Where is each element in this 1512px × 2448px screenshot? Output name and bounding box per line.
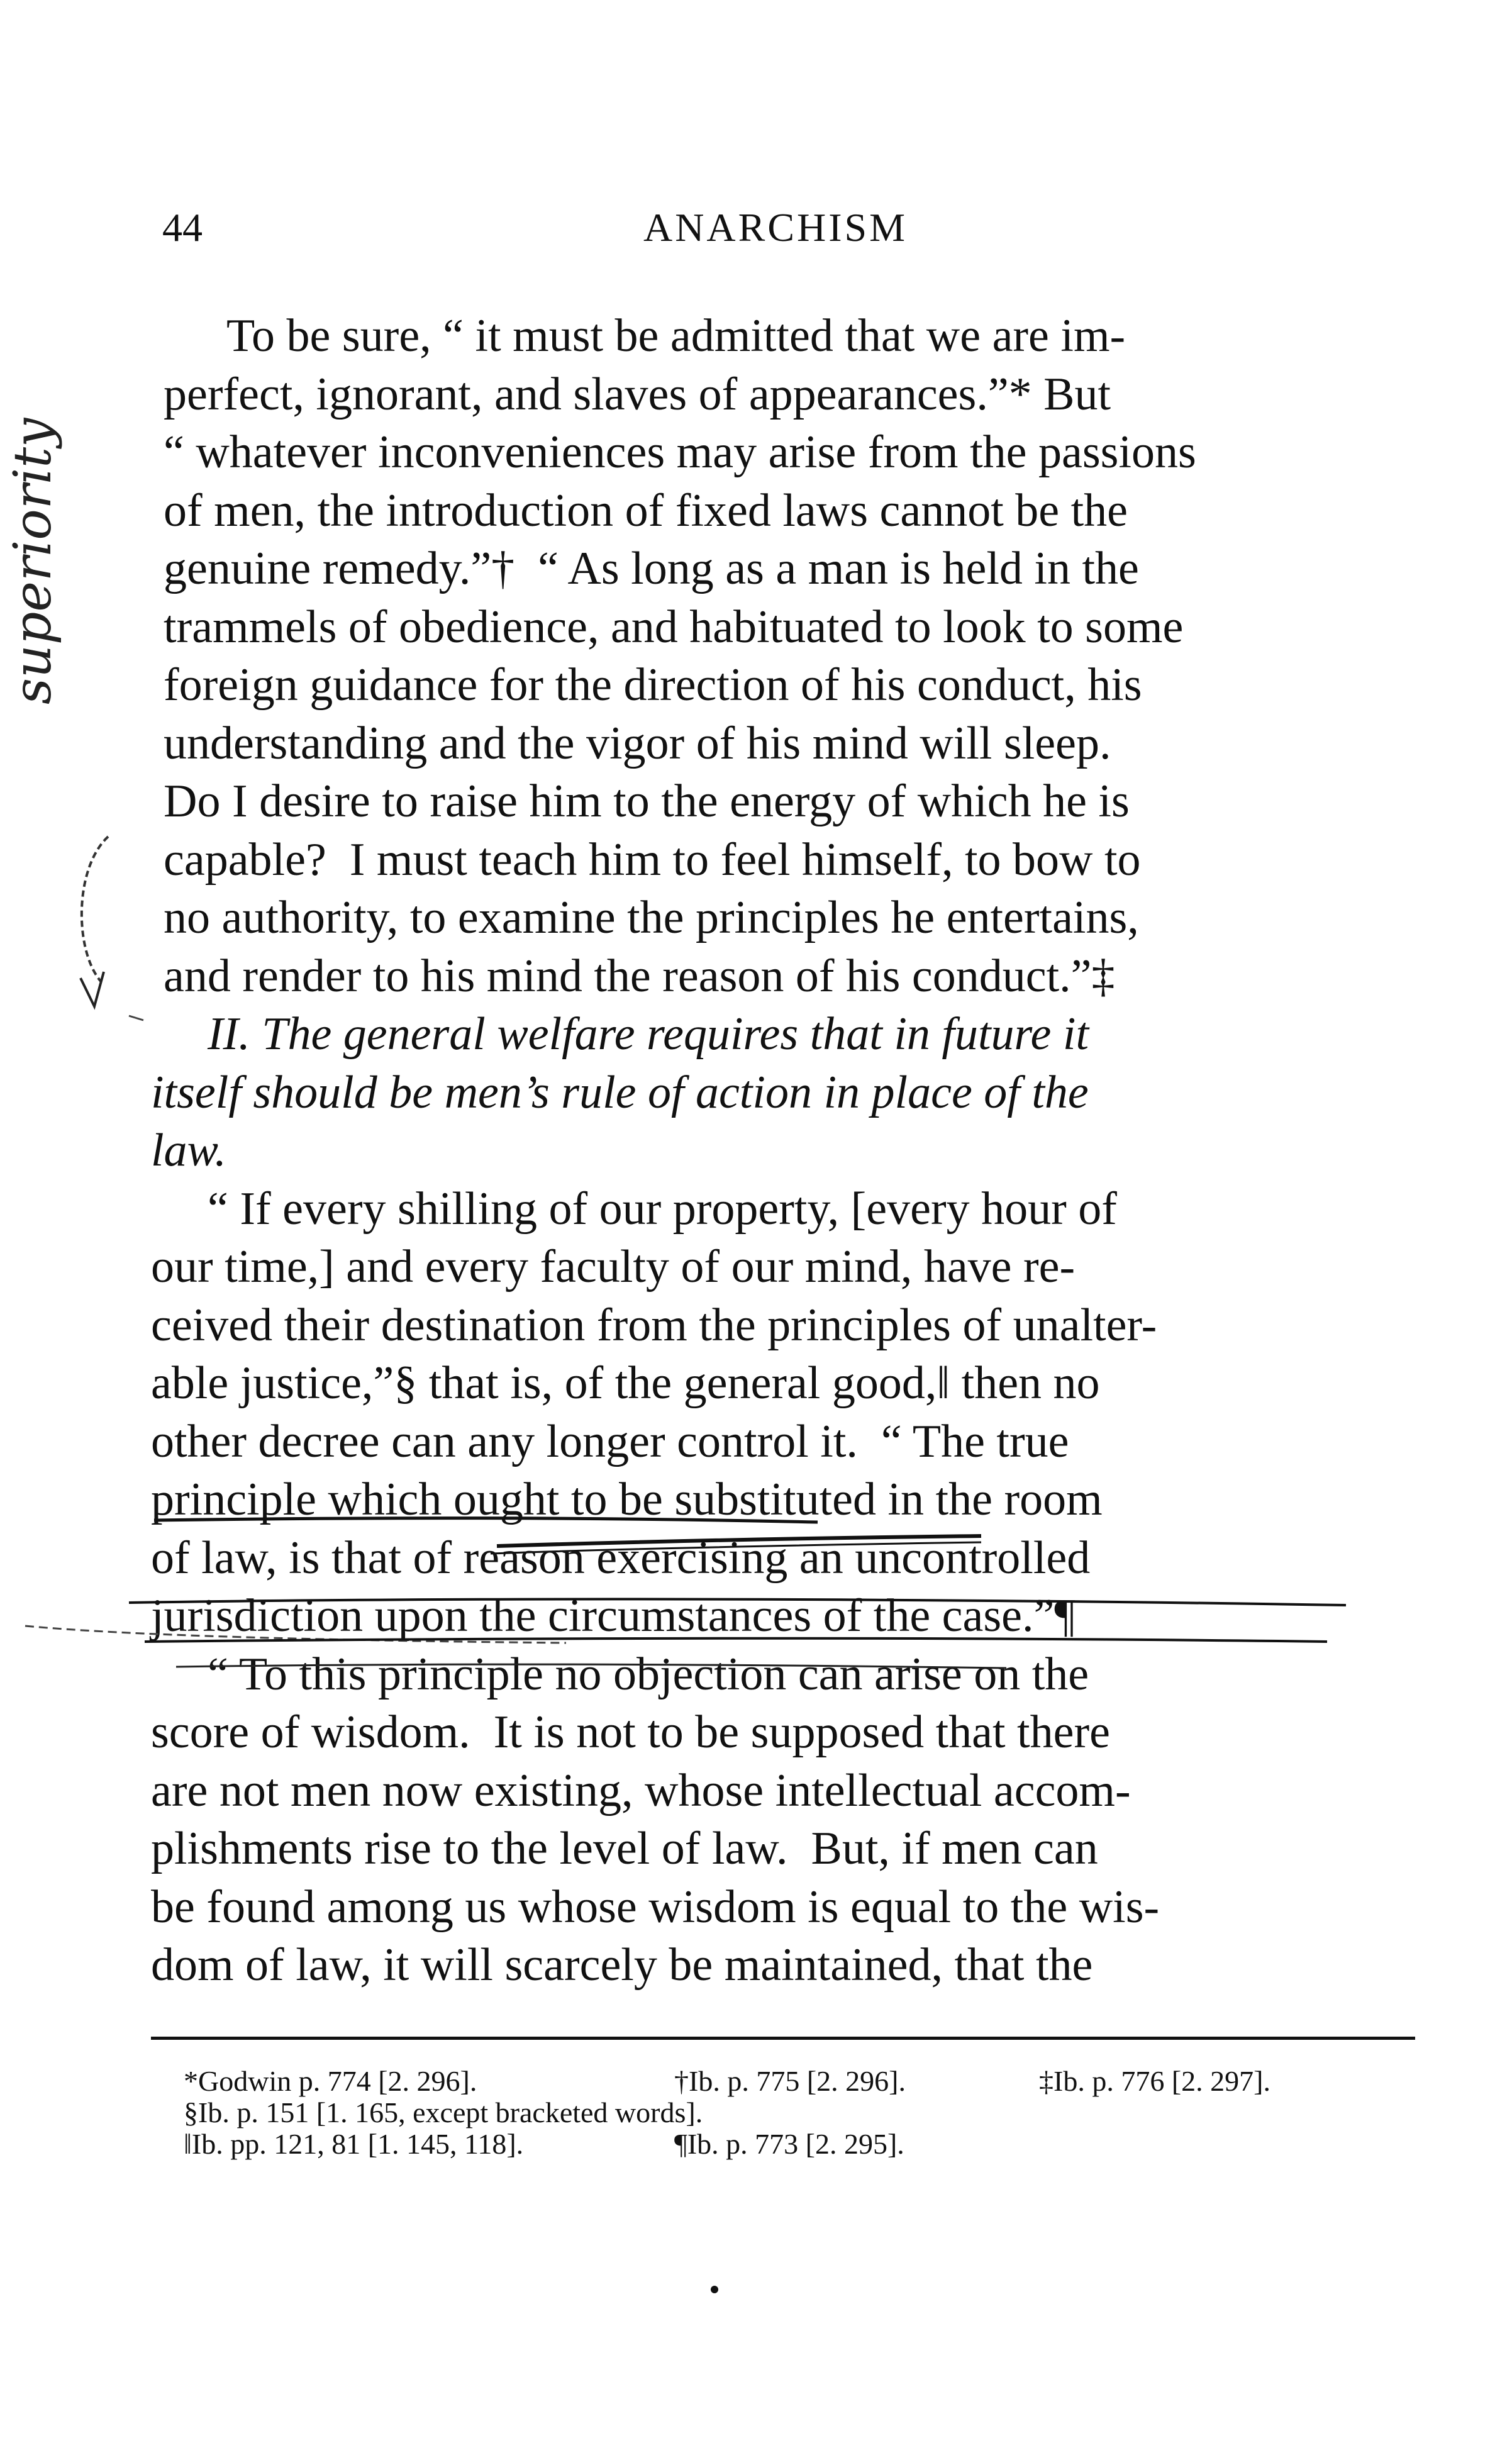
text-line: understanding and the vigor of his mind will sleep. (164, 717, 1111, 769)
text-line: our time,] and every faculty of our mind, have re- (151, 1241, 1076, 1293)
text-line: and render to his mind the reason of his conduct.”‡ (164, 950, 1115, 1002)
text-line: genuine remedy.”† “ As long as a man is held in the (164, 543, 1139, 594)
text-line: are not men now existing, whose intellectual accom- (151, 1764, 1131, 1817)
struck-through-line: of law, is that of reason exercising an uncontrolled (151, 1532, 1091, 1584)
section-heading-line: II. The general welfare requires that in future it (208, 1008, 1089, 1060)
text-line: “ To this principle no objection can arise on the (208, 1648, 1089, 1700)
section-heading-line: law. (151, 1125, 226, 1176)
footnotes (184, 2066, 1416, 2160)
text-line: capable? I must teach him to feel himself, to bow to (164, 833, 1141, 886)
footnote-4: §Ib. p. 151 [1. 165, except bracketed words]. (184, 2096, 703, 2128)
text-line: able justice,”§ that is, of the general good,‖ then no (151, 1357, 1100, 1409)
text-line: dom of law, it will scarcely be maintained, that the (151, 1939, 1093, 1991)
margin-bracket (82, 837, 108, 981)
running-head (162, 203, 1389, 253)
footnote-2: †Ib. p. 775 [2. 296]. (674, 2065, 906, 2097)
text-line: of men, the introduction of fixed laws cannot be the (164, 484, 1128, 537)
footnote-5: ‖Ib. pp. 121, 81 [1. 145, 118]. (184, 2128, 524, 2160)
text-line: other decree can any longer control it. “ The true (151, 1415, 1069, 1467)
text-line: plishments rise to the level of law. But, if men can (151, 1823, 1098, 1874)
margin-dash (129, 1016, 143, 1020)
footnote-3: ‡Ib. p. 776 [2. 297]. (1039, 2065, 1270, 2097)
text-line: no authority, to examine the principles he entertains, (164, 892, 1139, 943)
handwritten-note (3, 417, 63, 704)
text-line: Do I desire to raise him to the energy of which he is (164, 776, 1130, 827)
text-line: be found among us whose wisdom is equal to the wis- (151, 1881, 1160, 1933)
text-line: To be sure, “ it must be admitted that we are im- (226, 310, 1126, 362)
text-line: trammels of obedience, and habituated to look to some (164, 601, 1184, 653)
underlined-line: principle which ought to be substituted in the room (151, 1474, 1103, 1525)
footnote-6: ¶Ib. p. 773 [2. 295]. (674, 2128, 904, 2160)
text-line: ceived their destination from the principles of unalter- (151, 1299, 1157, 1351)
text-line: foreign guidance for the direction of his conduct, his (164, 659, 1142, 711)
svg-text:superiority: superiority (3, 418, 63, 704)
body-text (151, 307, 1428, 1995)
footnote-row (184, 2066, 1416, 2097)
text-line: perfect, ignorant, and slaves of appearances.”* But (164, 368, 1111, 420)
text-line: score of wisdom. It is not to be supposed that there (151, 1706, 1110, 1758)
margin-tick (81, 972, 104, 1006)
text-line: “ If every shilling of our property, [every hour of (208, 1182, 1117, 1235)
page-title: ANARCHISM (643, 205, 908, 250)
footnote-rule (151, 2037, 1415, 2040)
footnote-1: *Godwin p. 774 [2. 296]. (184, 2065, 477, 2097)
footnote-row (184, 2097, 1416, 2128)
page-number: 44 (162, 205, 203, 250)
text-line: “ whatever inconveniences may arise from the passions (164, 426, 1196, 478)
underlined-line: jurisdiction upon the circumstances of the case.”¶ (151, 1590, 1076, 1642)
section-heading-line: itself should be men’s rule of action in place of the (151, 1066, 1089, 1118)
stray-dot (711, 2286, 718, 2293)
footnote-row (184, 2128, 1416, 2160)
